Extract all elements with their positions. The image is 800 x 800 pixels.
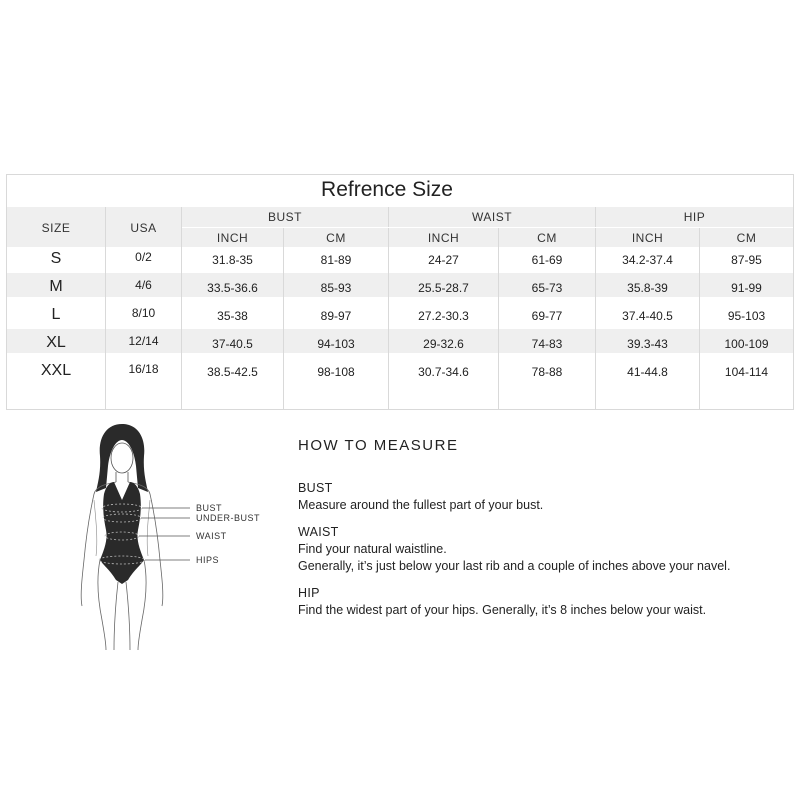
measure-section-heading: WAIST <box>298 525 339 539</box>
row-value-cell: 37.4-40.5 <box>622 309 673 323</box>
size-chart-table <box>6 174 794 410</box>
how-to-measure-title: HOW TO MEASURE <box>298 437 459 454</box>
header-waist: WAIST <box>471 210 513 224</box>
row-value-cell: 61-69 <box>531 253 563 267</box>
header-bust: BUST <box>267 210 302 224</box>
measure-section-text: Generally, it’s just below your last rib and a couple of inches above your navel. <box>298 559 731 573</box>
label-hips: HIPS <box>196 555 220 565</box>
row-value-cell: 100-109 <box>724 337 769 351</box>
row-value-cell: 98-108 <box>317 365 355 379</box>
row-value-cell: 95-103 <box>727 309 766 323</box>
row-size-cell: XL <box>46 334 66 351</box>
left-leg-outline <box>98 560 106 650</box>
row-usa-cell: 12/14 <box>128 334 159 348</box>
body-illustration <box>70 420 280 652</box>
row-value-cell: 81-89 <box>320 253 352 267</box>
measure-section <box>298 480 793 514</box>
table-title: Refrence Size <box>321 178 453 201</box>
row-value-cell: 30.7-34.6 <box>418 365 469 379</box>
face-shape <box>111 443 133 473</box>
measure-section-text: Measure around the fullest part of your bust. <box>298 498 544 512</box>
row-value-cell: 33.5-36.6 <box>207 281 258 295</box>
row-value-cell: 35-38 <box>217 309 248 323</box>
row-value-cell: 89-97 <box>320 309 352 323</box>
row-size-cell: L <box>51 306 61 323</box>
measure-section-text: Find the widest part of your hips. Generally, it’s 8 inches below your waist. <box>298 603 707 617</box>
row-value-cell: 38.5-42.5 <box>207 365 258 379</box>
row-value-cell: 27.2-30.3 <box>418 309 469 323</box>
label-under-bust: UNDER-BUST <box>196 513 261 523</box>
row-value-cell: 78-88 <box>531 365 563 379</box>
measurement-figure <box>70 420 280 652</box>
subheader-hip-inch: INCH <box>631 231 664 245</box>
row-value-cell: 37-40.5 <box>212 337 253 351</box>
subheader-bust-cm: CM <box>326 231 346 245</box>
row-value-cell: 24-27 <box>428 253 459 267</box>
subheader-waist-cm: CM <box>537 231 557 245</box>
subheader-waist-inch: INCH <box>427 231 460 245</box>
header-usa: USA <box>130 221 157 235</box>
row-value-cell: 65-73 <box>531 281 563 295</box>
measure-section <box>298 585 793 619</box>
row-value-cell: 41-44.8 <box>627 365 668 379</box>
row-value-cell: 35.8-39 <box>627 281 668 295</box>
header-hip: HIP <box>683 210 706 224</box>
header-split-line <box>182 227 793 228</box>
row-size-cell: M <box>49 278 63 295</box>
row-value-cell: 29-32.6 <box>423 337 464 351</box>
measure-section-text: Find your natural waistline. <box>298 542 447 556</box>
subheader-bust-inch: INCH <box>216 231 249 245</box>
row-value-cell: 69-77 <box>531 309 563 323</box>
row-usa-cell: 4/6 <box>135 278 152 292</box>
row-value-cell: 85-93 <box>320 281 352 295</box>
measure-section-heading: BUST <box>298 481 333 495</box>
row-value-cell: 39.3-43 <box>627 337 668 351</box>
subheader-hip-cm: CM <box>736 231 757 245</box>
header-size: SIZE <box>41 221 71 235</box>
row-value-cell: 74-83 <box>531 337 563 351</box>
measure-section <box>298 524 793 575</box>
row-usa-cell: 0/2 <box>135 250 152 264</box>
row-usa-cell: 8/10 <box>131 306 156 320</box>
row-value-cell: 31.8-35 <box>212 253 253 267</box>
swimsuit-shape <box>100 482 144 584</box>
row-value-cell: 104-114 <box>724 365 769 379</box>
row-value-cell: 87-95 <box>731 253 762 267</box>
row-value-cell: 34.2-37.4 <box>622 253 673 267</box>
label-waist: WAIST <box>196 531 227 541</box>
row-usa-cell: 16/18 <box>128 362 159 376</box>
row-size-cell: XXL <box>40 362 72 379</box>
row-value-cell: 25.5-28.7 <box>418 281 469 295</box>
measure-section-heading: HIP <box>298 586 320 600</box>
right-leg-outline <box>138 560 146 650</box>
label-bust: BUST <box>196 503 223 513</box>
row-size-cell: S <box>50 250 62 267</box>
row-value-cell: 94-103 <box>317 337 355 351</box>
how-to-measure-panel <box>298 436 793 629</box>
measure-sections <box>298 480 793 619</box>
row-value-cell: 91-99 <box>731 281 762 295</box>
